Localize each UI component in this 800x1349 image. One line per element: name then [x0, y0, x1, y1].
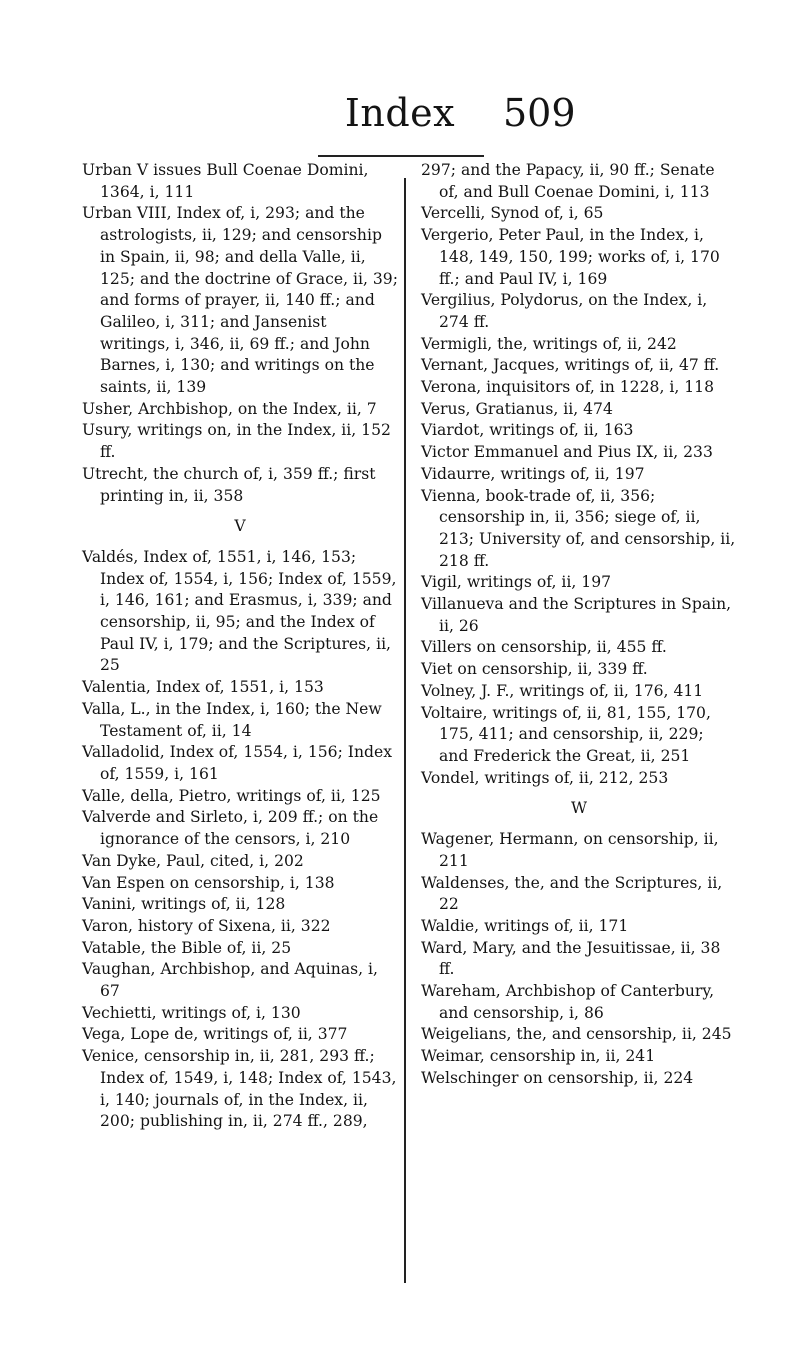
index-entry: Vienna, book-trade of, ii, 356; censorship in, ii, 356; siege of, ii, 213; University of, and censorship, ii, 218 ff. [421, 486, 736, 570]
index-entry: Utrecht, the church of, i, 359 ff.; first printing in, ii, 358 [82, 464, 376, 505]
index-entry: Van Dyke, Paul, cited, i, 202 [82, 851, 304, 870]
index-entry: Voltaire, writings of, ii, 81, 155, 170, 175, 411; and censorship, ii, 229; and Frederick the Great, ii, 251 [421, 703, 711, 765]
index-entry: Ward, Mary, and the Jesuitissae, ii, 38 ff. [421, 938, 721, 979]
index-entry: Victor Emmanuel and Pius IX, ii, 233 [421, 443, 713, 462]
index-entry: Van Espen on censorship, i, 138 [82, 873, 335, 892]
index-entry: Wagener, Hermann, on censorship, ii, 211 [421, 830, 719, 870]
index-entry: Wareham, Archbishop of Canterbury, and censorship, i, 86 [421, 982, 715, 1022]
index-entry: Weigelians, the, and censorship, ii, 245 [421, 1025, 732, 1044]
index-entry: Valle, della, Pietro, writings of, ii, 125 [82, 786, 381, 805]
index-entry: Valdés, Index of, 1551, i, 146, 153; Index of, 1554, i, 156; Index of, 1559, i, 146, 161; and Erasmus, i, 339; and censorship, ii, 95; and the Index of Paul IV, i, 179; and the Scriptures, ii, 25 [82, 547, 397, 675]
index-entry: Varon, history of Sixena, ii, 322 [82, 916, 331, 935]
index-entry: Vatable, the Bible of, ii, 25 [82, 938, 292, 957]
index-entry: Usher, Archbishop, on the Index, ii, 7 [82, 399, 377, 418]
index-entry: Weimar, censorship in, ii, 241 [421, 1047, 656, 1066]
letter-heading-w: W [570, 799, 588, 818]
index-entry: Vigil, writings of, ii, 197 [421, 573, 612, 592]
index-entry: Vaughan, Archbishop, and Aquinas, i, 67 [82, 960, 378, 1001]
index-entry: Valla, L., in the Index, i, 160; the New Testament of, ii, 14 [82, 699, 382, 740]
index-entry: Waldie, writings of, ii, 171 [421, 916, 629, 935]
index-entry: Valentia, Index of, 1551, i, 153 [82, 678, 324, 697]
index-entry: Vermigli, the, writings of, ii, 242 [421, 334, 677, 353]
index-entry: Vanini, writings of, ii, 128 [82, 895, 286, 914]
index-entry: Valladolid, Index of, 1554, i, 156; Index of, 1559, i, 161 [82, 743, 393, 783]
page-header [0, 88, 800, 138]
index-entry: Vernant, Jacques, writings of, ii, 47 ff. [421, 356, 720, 375]
index-entry: Vergilius, Polydorus, on the Index, i, 274 ff. [421, 291, 708, 331]
index-entry: Valverde and Sirleto, i, 209 ff.; on the ignorance of the censors, i, 210 [82, 808, 379, 849]
header-rule [318, 155, 484, 157]
index-entry: Verus, Gratianus, ii, 474 [421, 399, 613, 418]
index-entry: Viet on censorship, ii, 339 ff. [421, 660, 648, 679]
index-entry: Villanueva and the Scriptures in Spain, ii, 26 [421, 595, 732, 635]
index-entry: Villers on censorship, ii, 455 ff. [421, 638, 667, 657]
index-entry: Urban V issues Bull Coenae Domini, 1364, i, 111 [82, 161, 369, 201]
index-entry: Welschinger on censorship, ii, 224 [421, 1068, 694, 1087]
left-column [82, 160, 398, 1133]
column-divider [404, 178, 406, 1283]
right-column [421, 160, 737, 1090]
index-entry: Venice, censorship in, ii, 281, 293 ff.; Index of, 1549, i, 148; Index of, 1543, i, 140; journals of, in the Index, ii, 200; publishing in, ii, 274 ff., 289, [82, 1047, 397, 1131]
index-entry: Vergerio, Peter Paul, in the Index, i, 148, 149, 150, 199; works of, i, 170 ff.; and Paul IV, i, 169 [421, 226, 720, 288]
index-entry: Waldenses, the, and the Scriptures, ii, 22 [421, 873, 723, 914]
letter-heading-v: V [234, 517, 246, 536]
index-entry: Vidaurre, writings of, ii, 197 [421, 464, 645, 483]
page-number: 509 [503, 91, 576, 135]
index-entry: Vechietti, writings of, i, 130 [82, 1003, 301, 1022]
index-entry: Vega, Lope de, writings of, ii, 377 [82, 1025, 348, 1044]
index-entry: Viardot, writings of, ii, 163 [421, 421, 634, 440]
index-entry: Verona, inquisitors of, in 1228, i, 118 [421, 378, 715, 397]
index-entry: Urban VIII, Index of, i, 293; and the astrologists, ii, 129; and censorship in Spain, ii, 98; and della Valle, ii, 125; and the doctrine of Grace, ii, 39; and forms of prayer, ii, 140 ff.; and Galileo, i, 311; and Jansenist writings, i, 346, ii, 69 ff.; and John Barnes, i, 130; and writings on the saints, ii, 139 [82, 204, 398, 397]
page-title: Index [344, 91, 456, 135]
index-entry: Usury, writings on, in the Index, ii, 152 ff. [82, 421, 391, 462]
index-entry: Vercelli, Synod of, i, 65 [421, 204, 604, 223]
index-entry: Volney, J. F., writings of, ii, 176, 411 [421, 681, 704, 700]
index-entry: Vondel, writings of, ii, 212, 253 [421, 768, 669, 787]
index-entry: 297; and the Papacy, ii, 90 ff.; Senate of, and Bull Coenae Domini, i, 113 [421, 161, 715, 201]
